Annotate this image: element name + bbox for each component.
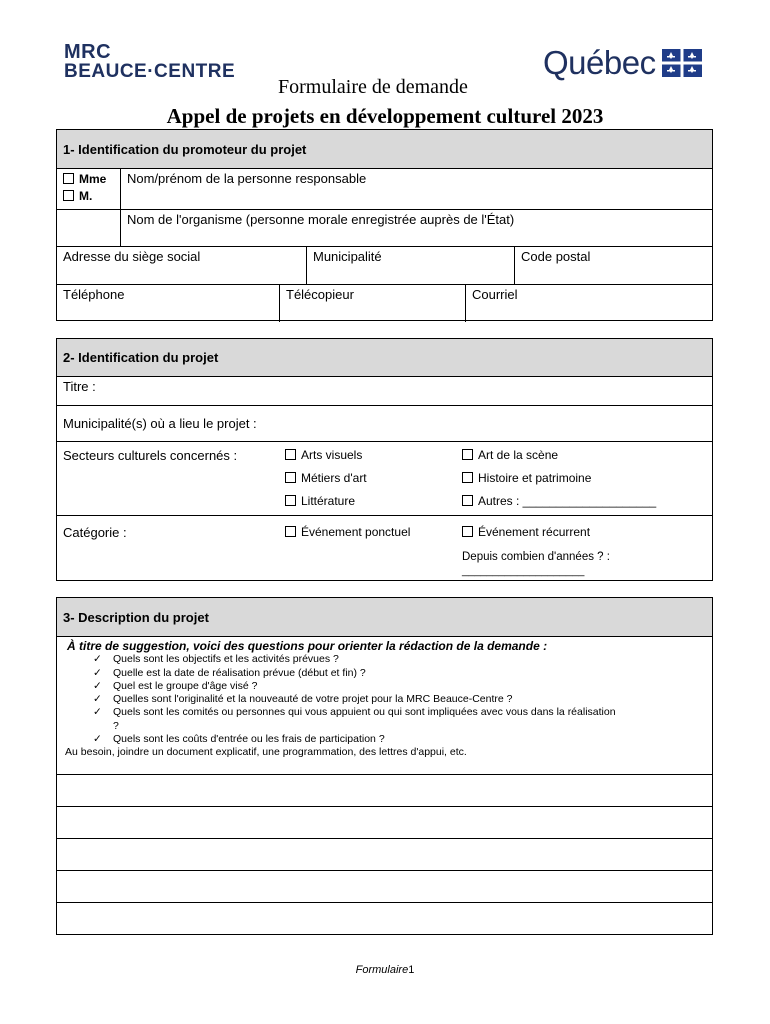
nom-responsable-label: Nom/prénom de la personne responsable	[127, 171, 367, 186]
checkmark-icon: ✓	[93, 706, 102, 719]
nom-organisme-field[interactable]	[120, 210, 712, 246]
municipalite-label: Municipalité	[313, 249, 382, 264]
mme-checkbox[interactable]	[63, 173, 74, 184]
description-line-4[interactable]	[57, 870, 712, 902]
arts-visuels-checkbox[interactable]	[285, 449, 296, 460]
metiers-art-label: Métiers d'art	[301, 471, 367, 485]
option-litterature[interactable]	[285, 494, 355, 508]
checkmark-icon: ✓	[93, 733, 102, 746]
mrc-logo	[64, 42, 235, 82]
checkmark-icon: ✓	[93, 693, 102, 706]
categorie-row	[57, 515, 712, 581]
option-histoire[interactable]	[462, 471, 591, 485]
logo-line-2: BEAUCE·CENTRE	[64, 61, 236, 82]
municipalites-field[interactable]	[57, 405, 712, 441]
checkmark-icon: ✓	[93, 653, 102, 666]
description-line-2[interactable]	[57, 806, 712, 838]
m-label: M.	[79, 189, 93, 203]
responsable-row	[57, 169, 712, 209]
list-item: ✓ Quels sont les coûts d'entrée ou les frais de participation ?	[93, 733, 385, 746]
municipalite-field[interactable]	[306, 247, 514, 284]
suggestions-block	[57, 637, 712, 774]
option-ponctuel[interactable]	[285, 525, 410, 539]
list-item: ✓ Quels sont les objectifs et les activités prévues ?	[93, 653, 339, 666]
metiers-art-checkbox[interactable]	[285, 472, 296, 483]
description-line-5[interactable]	[57, 902, 712, 934]
litterature-label: Littérature	[301, 494, 356, 508]
page-title: Appel de projets en développement culturel 2023	[166, 104, 604, 128]
list-item: ✓ Quelle est la date de réalisation prévue (début et fin) ?	[93, 666, 366, 679]
litterature-checkbox[interactable]	[285, 495, 296, 506]
option-autres[interactable]	[462, 494, 656, 508]
footer-label: Formulaire	[355, 964, 409, 976]
organisme-blank-cell	[57, 210, 120, 246]
courriel-label: Courriel	[472, 287, 518, 302]
adresse-row	[57, 246, 712, 284]
list-item: ✓ Quel est le groupe d'âge visé ?	[93, 679, 258, 692]
suggestions-intro: À titre de suggestion, voici des questions pour orienter la rédaction de la demande :	[67, 639, 548, 653]
code-postal-field[interactable]	[514, 247, 712, 284]
page-number: 1	[408, 964, 415, 976]
option-art-scene[interactable]	[462, 448, 558, 462]
m-checkbox[interactable]	[63, 190, 74, 201]
adresse-field[interactable]	[57, 247, 306, 284]
secteurs-label: Secteurs culturels concernés :	[63, 448, 238, 463]
form-label: Formulaire de demande	[278, 76, 468, 98]
ponctuel-label: Événement ponctuel	[301, 525, 411, 539]
contact-row	[57, 284, 712, 322]
description-line-1[interactable]	[57, 774, 712, 806]
option-arts-visuels[interactable]	[285, 448, 362, 462]
titre-field[interactable]	[57, 377, 712, 405]
section-1-header: 1- Identification du promoteur du projet	[57, 130, 712, 169]
organisme-row	[57, 209, 712, 246]
categorie-label: Catégorie :	[63, 525, 127, 540]
section-3-header: 3- Description du projet	[57, 598, 712, 637]
art-scene-checkbox[interactable]	[462, 449, 473, 460]
recurrent-checkbox[interactable]	[462, 526, 473, 537]
suggestions-closing: Au besoin, joindre un document explicatif, une programmation, des lettres d'appui, etc.	[65, 746, 467, 759]
adresse-label: Adresse du siège social	[63, 249, 201, 264]
nom-responsable-field[interactable]	[120, 169, 712, 209]
telephone-field[interactable]	[57, 285, 279, 322]
checkmark-icon: ✓	[93, 666, 102, 679]
recurrent-label: Événement récurrent	[478, 525, 591, 539]
description-line-3[interactable]	[57, 838, 712, 870]
checkmark-icon: ✓	[93, 679, 102, 692]
municipalites-label: Municipalité(s) où a lieu le projet :	[63, 416, 257, 431]
option-recurrent[interactable]	[462, 525, 590, 539]
depuis-input-line[interactable]: ____________________	[462, 565, 585, 577]
telecopieur-label: Télécopieur	[286, 287, 354, 302]
civilite-cell	[57, 169, 120, 209]
code-postal-label: Code postal	[521, 249, 591, 264]
titre-label: Titre :	[63, 379, 96, 394]
autres-checkbox[interactable]	[462, 495, 473, 506]
secteurs-row	[57, 441, 712, 515]
section-1-promoteur	[56, 129, 713, 321]
depuis-label: Depuis combien d'années ? :	[462, 551, 610, 563]
ponctuel-checkbox[interactable]	[285, 526, 296, 537]
list-item: ✓ Quelles sont l'originalité et la nouveauté de votre projet pour la MRC Beauce-Centre ?	[93, 693, 513, 706]
arts-visuels-label: Arts visuels	[301, 448, 363, 462]
logo-line-1: MRC	[64, 41, 112, 63]
option-metiers-art[interactable]	[285, 471, 367, 485]
section-2-header: 2- Identification du projet	[57, 339, 712, 377]
autres-label: Autres : ____________________	[478, 494, 657, 508]
fleur-de-lis-flag-icon	[662, 49, 702, 77]
mme-label: Mme	[79, 172, 107, 186]
section-3-description	[56, 597, 713, 935]
art-scene-label: Art de la scène	[478, 448, 559, 462]
telephone-label: Téléphone	[63, 287, 125, 302]
nom-organisme-label: Nom de l'organisme (personne morale enregistrée auprès de l'État)	[127, 212, 515, 227]
questions-list	[67, 653, 712, 746]
quebec-wordmark: Québec	[543, 44, 656, 81]
histoire-checkbox[interactable]	[462, 472, 473, 483]
quebec-logo	[543, 44, 702, 82]
telecopieur-field[interactable]	[279, 285, 465, 322]
section-2-projet	[56, 338, 713, 581]
histoire-label: Histoire et patrimoine	[478, 471, 592, 485]
list-item: ✓ Quels sont les comités ou personnes qui vous appuient ou qui sont impliquées avec vous dans la réalisation ?	[93, 706, 616, 732]
courriel-field[interactable]	[465, 285, 712, 322]
page-footer	[0, 964, 770, 976]
